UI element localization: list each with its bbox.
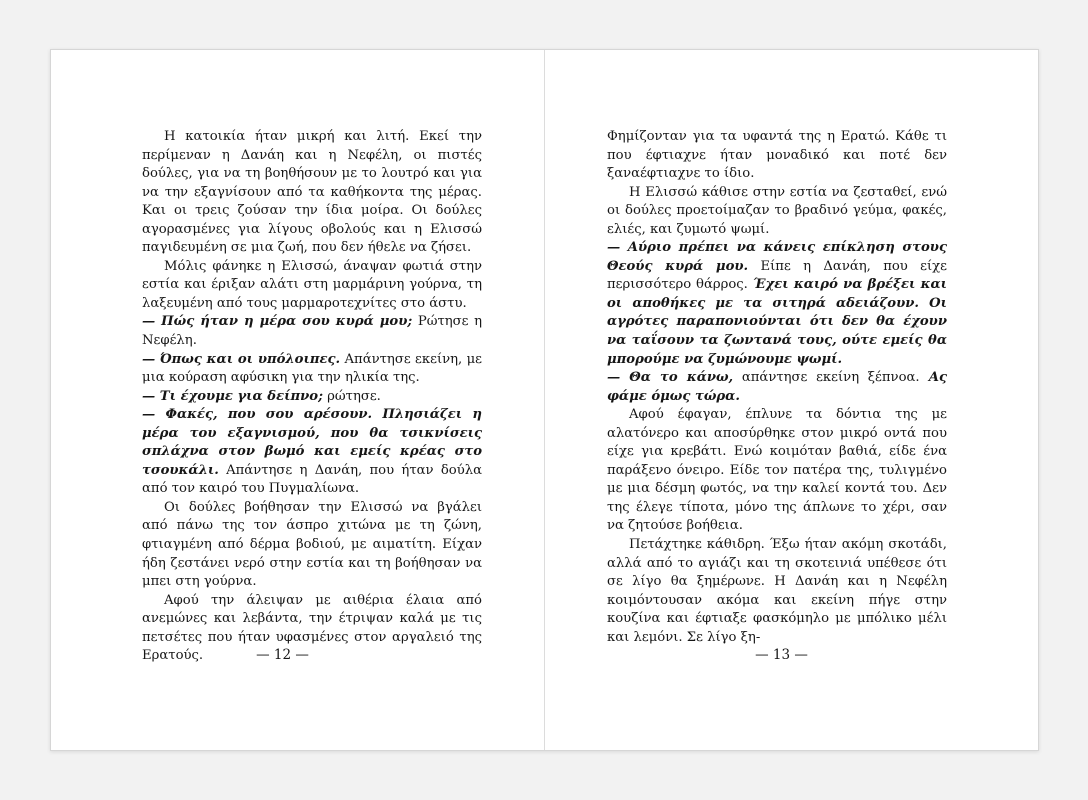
paragraph: Πετάχτηκε κάθιδρη. Έξω ήταν ακόμη σκοτάδι, αλλά από το αγιάζι και τη σκοτεινιά υπέθεσε ότι σε λίγο θα ξημέρωνε. Η Δανάη και η Νεφέλη κοιμόντουσαν ακόμα και εκείνη πήγε στην κουζίνα και έφτιαξε φασκόμηλο με μπόλικο μέλι και λεμόνι. Σε λίγο ξη-: [607, 537, 947, 645]
dialogue-speech: — Πώς ήταν η μέρα σου κυρά μου;: [142, 314, 413, 330]
dialogue-narration: Είπε η Δανάη, που είχε περισσότερο θάρρος.: [607, 258, 947, 293]
dialogue-speech: — Όπως και οι υπόλοιπες.: [142, 351, 341, 367]
paragraph: Μόλις φάνηκε η Ελισσώ, άναψαν φωτιά στην εστία και έριξαν αλάτι στη μαρμάρινη γούρνα, τη λαξευμένη από τους μαρμαροτεχνίτες στο άστυ.: [142, 258, 482, 311]
dialogue-line: [142, 406, 482, 499]
dialogue-narration: Απάντησε εκείνη, με μια κούραση αφύσικη για την ηλικία της.: [142, 351, 483, 386]
paragraph: Αφού έφαγαν, έπλυνε τα δόντια της με αλατόνερο και αποσύρθηκε στον μικρό οντά που είχε για κρεβάτι. Ενώ κοιμόταν βαθιά, είδε ένα παράξενο όνειρο. Είδε τον πατέρα της, τυλιγμένο με μια δέσμη φωτός, να την καλεί κοντά του. Δεν της έλεγε τίποτα, μόνο της άπλωνε το χέρι, σαν να ζητούσε βοήθεια.: [607, 407, 947, 534]
paragraph: Αφού την άλειψαν με αιθέρια έλαια από ανεμώνες και λεβάντα, την έτριψαν καλά με τις πετσέτες που ήταν υφασμένες στον αργαλειό της Ερατούς.: [142, 592, 482, 664]
left-page: [51, 50, 544, 750]
dialogue-narration: Ρώτησε η Νεφέλη.: [142, 314, 482, 349]
dialogue-speech: — Φακές, που σου αρέσουν. Πλησιάζει η μέρα του εξαγνισμού, που θα τσικνίσεις σπλάχνα στον βωμό και εμείς κρέας στο τσουκάλι.: [142, 407, 482, 478]
dialogue-narration: ρώτησε.: [322, 388, 381, 404]
left-page-text: [142, 128, 482, 666]
dialogue-line: [142, 351, 482, 388]
dialogue-line: [142, 313, 482, 350]
paragraph: Οι δούλες βοήθησαν την Ελισσώ να βγάλει από πάνω της τον άσπρο χιτώνα με τη ζώνη, φτιαγμένη από δέρμα βοδιού, με αιματίτη. Είχαν ήδη ζεστάνει νερό στην εστία και τη βοήθησαν να μπει στη γούρνα.: [142, 499, 482, 590]
dialogue-narration: απάντησε εκείνη ξέπνοα.: [733, 370, 920, 386]
paragraph: Η Ελισσώ κάθισε στην εστία να ζεσταθεί, ενώ οι δούλες προετοίμαζαν το βραδινό γεύμα, φακές, ελιές, και ζυμωτό ψωμί.: [607, 184, 947, 237]
dialogue-speech: — Θα το κάνω,: [607, 370, 734, 386]
page-number: — 13 —: [755, 647, 808, 663]
dialogue-line: [607, 239, 947, 369]
dialogue-speech: — Τι έχουμε για δείπνο;: [142, 388, 323, 404]
paragraph: Φημίζονταν για τα υφαντά της η Ερατώ. Κάθε τι που έφτιαχνε ήταν μοναδικό και ποτέ δεν ξαναέφτιαχνε το ίδιο.: [607, 129, 947, 182]
right-page-text: [607, 128, 947, 647]
dialogue-narration: Απάντησε η Δανάη, που ήταν δούλα από τον καιρό του Πυγμαλίωνα.: [142, 462, 482, 497]
book-spread: [50, 49, 1039, 751]
dialogue-speech: — Αύριο πρέπει να κάνεις επίκληση στους Θεούς κυρά μου.: [607, 240, 947, 274]
dialogue-line: [142, 388, 482, 407]
dialogue-line: [607, 369, 947, 406]
page-number: — 12 —: [256, 647, 309, 663]
right-page: [545, 50, 1038, 750]
dialogue-speech: Ας φάμε όμως τώρα.: [607, 370, 947, 404]
paragraph: Η κατοικία ήταν μικρή και λιτή. Εκεί την περίμεναν η Δανάη και η Νεφέλη, οι πιστές δούλες, για να τη βοηθήσουν με το λουτρό και για να την εξαγνίσουν από τα καθήκοντα της μέρας. Και οι τρεις ζούσαν την ίδια μοίρα. Οι δούλες αγορασμένες για λίγους οβολούς και η Ελισσώ παγιδευμένη σε μια ζωή, που δεν ήθελε να ζήσει.: [142, 129, 482, 256]
dialogue-speech: Έχει καιρό να βρέξει και οι αποθήκες με τα σιτηρά αδειάζουν. Οι αγρότες παραπονιούνται ότι δεν θα έχουν να ταΐσουν τα ζωντανά τους, ούτε εμείς θα μπορούμε να ζυμώνουμε ψωμί.: [607, 277, 947, 367]
